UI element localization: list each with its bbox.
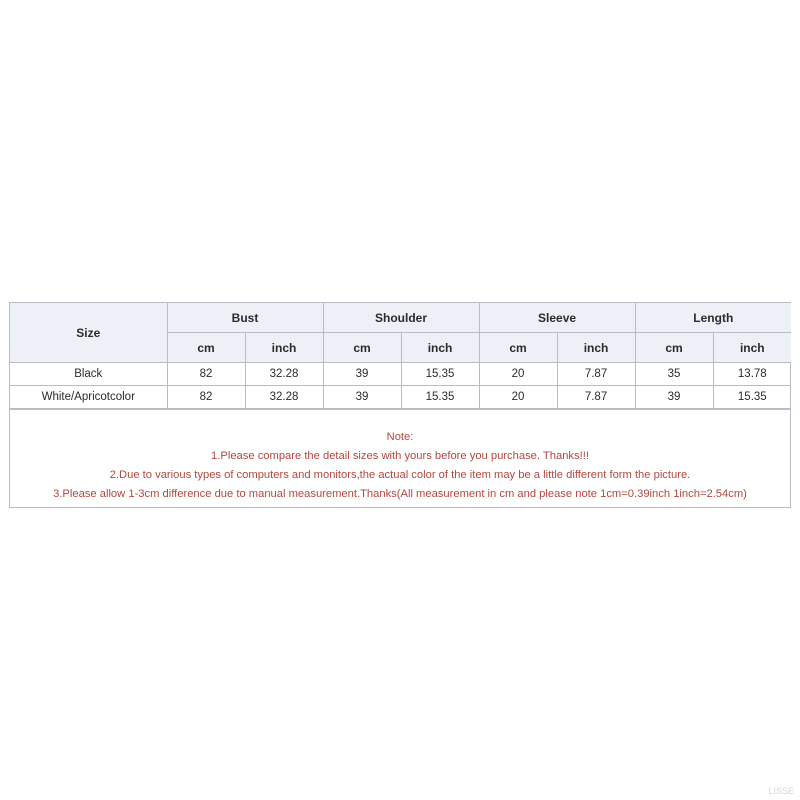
bust-column-header: Bust: [167, 303, 323, 333]
bust-cm-cell: 82: [167, 363, 245, 386]
unit-inch-header: inch: [245, 333, 323, 363]
sleeve-cm-cell: 20: [479, 386, 557, 409]
unit-cm-header: cm: [635, 333, 713, 363]
length-column-header: Length: [635, 303, 791, 333]
unit-inch-header: inch: [713, 333, 791, 363]
length-inch-cell: 13.78: [713, 363, 791, 386]
shoulder-column-header: Shoulder: [323, 303, 479, 333]
size-column-header: Size: [10, 303, 167, 363]
length-cm-cell: 35: [635, 363, 713, 386]
note-title: Note:: [386, 431, 414, 443]
watermark: LISSE: [768, 786, 794, 796]
note-line: 2.Due to various types of computers and monitors,the actual color of the item may be a little different form the picture.: [109, 469, 691, 481]
table-header-row: [10, 303, 791, 333]
size-name-cell: Black: [10, 363, 167, 386]
notes-section: [10, 409, 790, 507]
size-name-cell: White/Apricotcolor: [10, 386, 167, 409]
unit-inch-header: inch: [401, 333, 479, 363]
size-chart: [9, 302, 791, 508]
sleeve-inch-cell: 7.87: [557, 363, 635, 386]
bust-cm-cell: 82: [167, 386, 245, 409]
length-inch-cell: 15.35: [713, 386, 791, 409]
unit-cm-header: cm: [167, 333, 245, 363]
length-cm-cell: 39: [635, 386, 713, 409]
sleeve-inch-cell: 7.87: [557, 386, 635, 409]
table-row: [10, 363, 791, 386]
sleeve-column-header: Sleeve: [479, 303, 635, 333]
unit-cm-header: cm: [323, 333, 401, 363]
unit-inch-header: inch: [557, 333, 635, 363]
shoulder-inch-cell: 15.35: [401, 386, 479, 409]
shoulder-inch-cell: 15.35: [401, 363, 479, 386]
note-line: 3.Please allow 1-3cm difference due to manual measurement.Thanks(All measurement in cm and please note 1cm=0.39inch 1inch=2.54cm): [53, 488, 747, 500]
note-line: 1.Please compare the detail sizes with yours before you purchase. Thanks!!!: [211, 450, 589, 462]
table-row: [10, 386, 791, 409]
shoulder-cm-cell: 39: [323, 363, 401, 386]
shoulder-cm-cell: 39: [323, 386, 401, 409]
unit-cm-header: cm: [479, 333, 557, 363]
size-table: [10, 303, 791, 409]
bust-inch-cell: 32.28: [245, 363, 323, 386]
sleeve-cm-cell: 20: [479, 363, 557, 386]
bust-inch-cell: 32.28: [245, 386, 323, 409]
